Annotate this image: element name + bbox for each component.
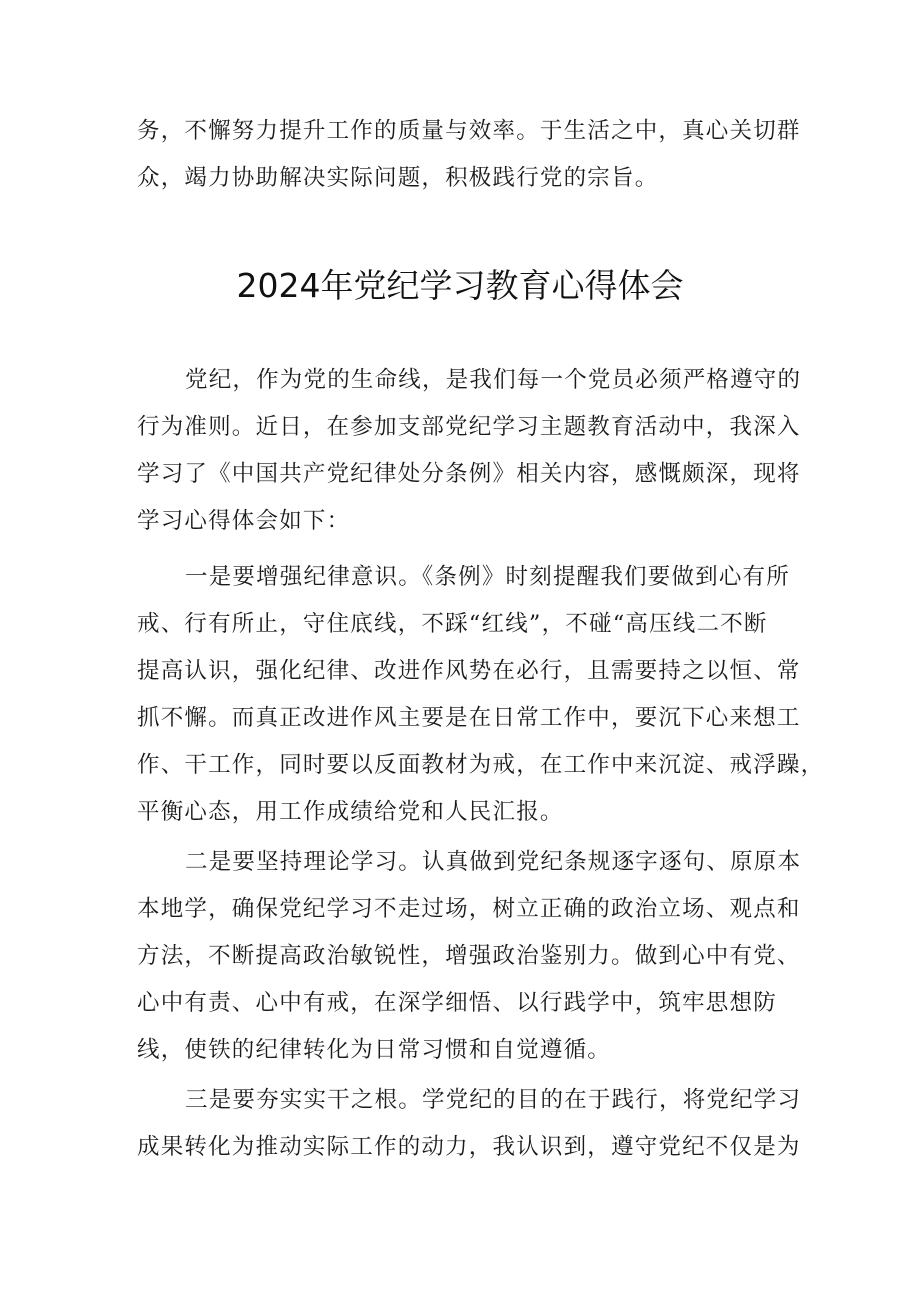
paragraph-1-line-4: 学习心得体会如下： (137, 508, 351, 534)
paragraph-4-line-1: 三是要夯实实干之根。学党纪的目的在于践行，将党纪学习 (185, 1087, 802, 1113)
paragraph-3-line-3: 方法，不断提高政治敏锐性，增强政治鉴别力。做到心中有党、 (137, 943, 801, 969)
paragraph-1-line-2: 行为准则。近日，在参加支部党纪学习主题教育活动中，我深入 (137, 414, 801, 440)
paragraph-1-line-3: 学习了《中国共产党纪律处分条例》相关内容，感慨颇深，现将 (137, 461, 801, 487)
paragraph-3-line-4: 心中有责、心中有戒，在深学细悟、以行践学中，筑牢思想防 (137, 990, 777, 1016)
paragraph-3-line-1: 二是要坚持理论学习。认真做到党纪条规逐字逐句、原原本 (185, 849, 802, 875)
document-title: 2024年党纪学习教育心得体会 (236, 266, 684, 305)
paragraph-2-line-4: 抓不懈。而真正改进作风主要是在日常工作中，要沉下心来想工 (137, 705, 801, 731)
paragraph-1-line-1: 党纪，作为党的生命线，是我们每一个党员必须严格遵守的 (185, 367, 802, 393)
paragraph-3-line-2: 本地学，确保党纪学习不走过场，树立正确的政治立场、观点和 (137, 896, 801, 922)
paragraph-2-line-5: 作、干工作，同时要以反面教材为戒，在工作中来沉淀、戒浮躁， (137, 752, 825, 778)
paragraph-3-line-5: 线，使铁的纪律转化为日常习惯和自觉遵循。 (137, 1037, 612, 1063)
paragraph-2-line-6: 平衡心态，用工作成绩给党和人民汇报。 (137, 799, 564, 825)
paragraph-4-line-2: 成果转化为推动实际工作的动力，我认识到，遵守党纪不仅是为 (137, 1134, 801, 1160)
intro-line-2: 众，竭力协助解决实际问题，积极践行党的宗旨。 (137, 165, 659, 191)
paragraph-2-line-3: 提高认识，强化纪律、改进作风势在必行，且需要持之以恒、常 (137, 658, 801, 684)
intro-line-1: 务，不懈努力提升工作的质量与效率。于生活之中，真心关切群 (137, 118, 801, 144)
paragraph-2-line-2: 戒、行有所止，守住底线，不踩“红线”，不碰“高压线二不断 (137, 611, 768, 637)
paragraph-2-line-1: 一是要增强纪律意识。《条例》时刻提醒我们要做到心有所 (185, 564, 790, 590)
